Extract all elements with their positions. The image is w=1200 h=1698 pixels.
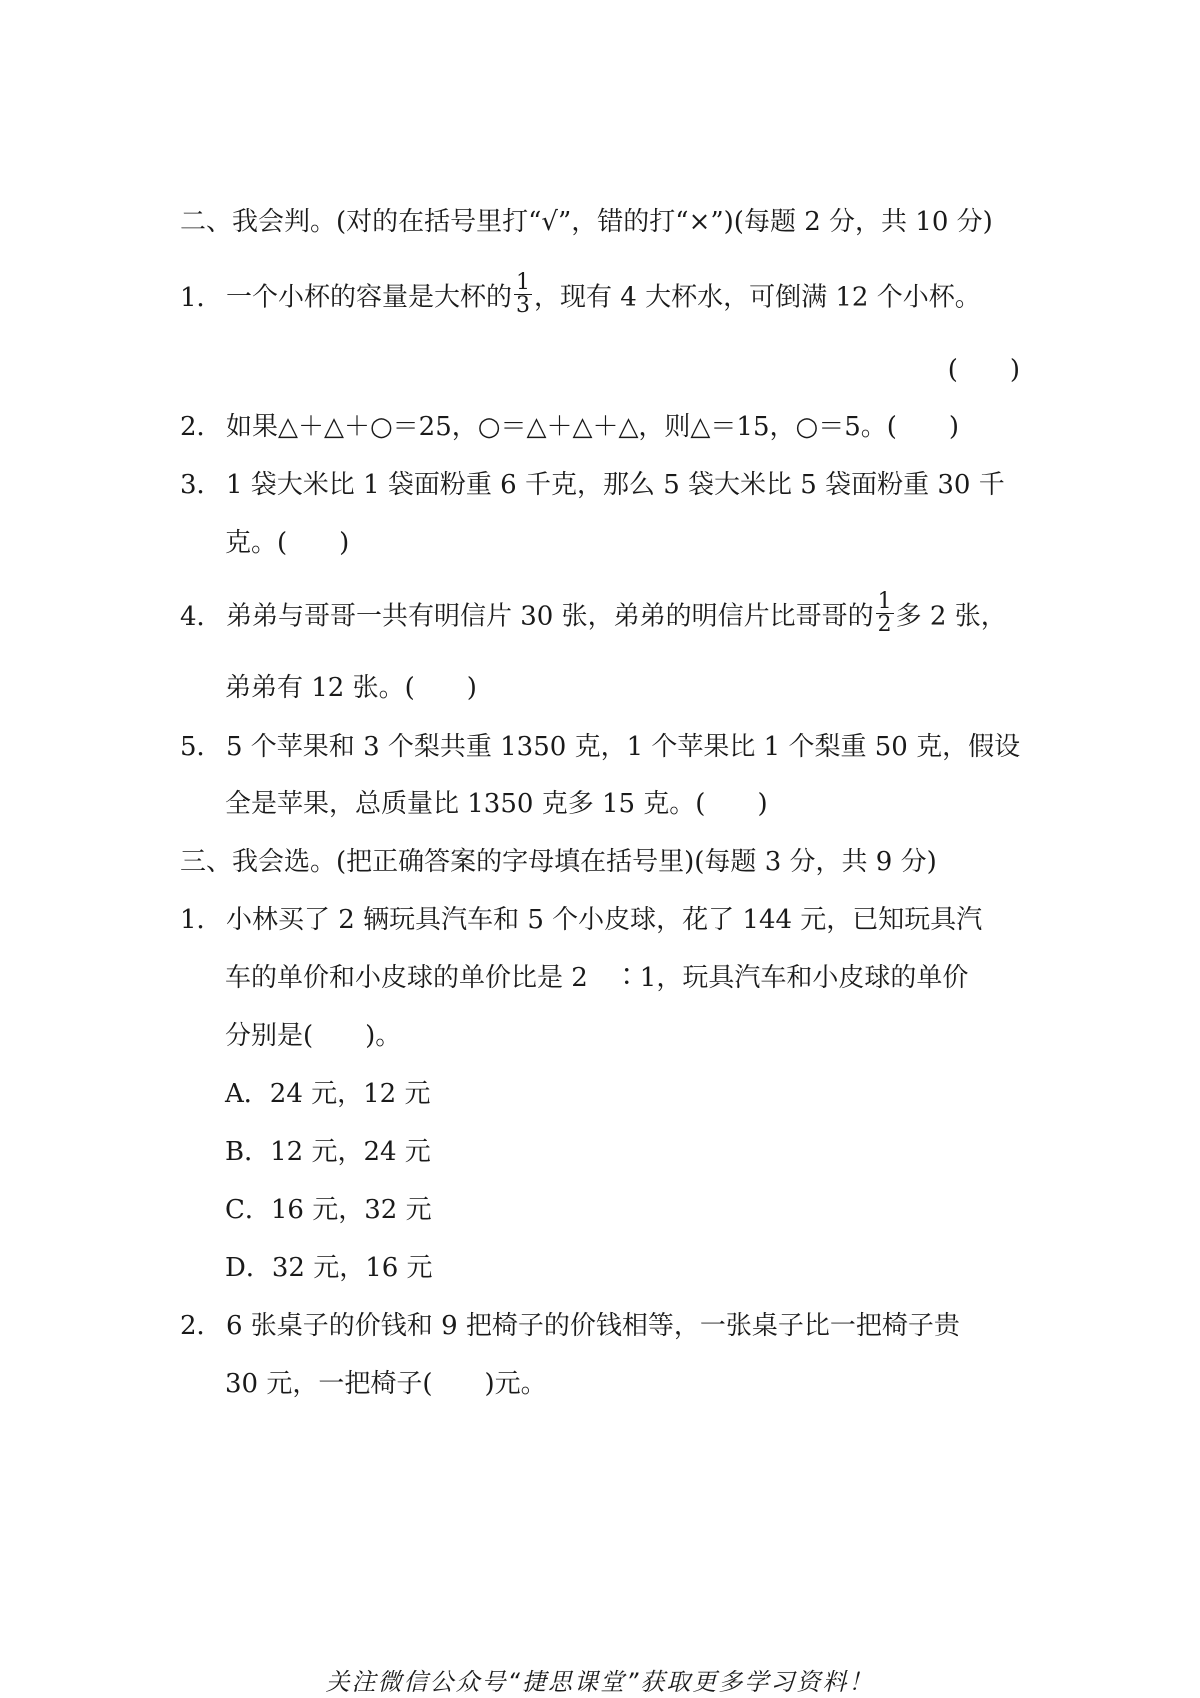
fraction-denominator: 2: [877, 612, 892, 637]
question-number: 1．: [180, 905, 223, 935]
option-c: C．16 元，32 元: [225, 1195, 432, 1225]
question-text: 小林买了 2 辆玩具汽车和 5 个小皮球，花了 144 元，已知玩具汽: [226, 905, 983, 935]
question-text: 一个小杯的容量是大杯的: [226, 282, 513, 313]
question-3-2-continued: 30 元，一把椅子( )元。: [225, 1369, 547, 1399]
section-3-heading: 三、我会选。(把正确答案的字母填在括号里)(每题 3 分，共 9 分): [180, 847, 937, 877]
question-2-3: [180, 465, 1005, 505]
question-text: 如果△＋△＋○＝25，○＝△＋△＋△，则△＝15，○＝5。( ): [226, 412, 960, 442]
question-number: 1．: [180, 282, 223, 313]
question-2-3-continued: 克。( ): [225, 528, 350, 558]
question-number: 2．: [180, 1311, 223, 1341]
question-number: 4．: [180, 601, 223, 632]
fraction-numerator: 1: [877, 589, 892, 614]
fraction-denominator: 3: [516, 293, 531, 318]
question-3-1-line3: 分别是( )。: [225, 1021, 402, 1051]
question-2-1: [180, 270, 981, 321]
question-2-5: [180, 727, 1020, 767]
option-b: B．12 元，24 元: [225, 1137, 431, 1167]
question-2-5-continued: 全是苹果，总质量比 1350 克多 15 克。( ): [225, 789, 768, 819]
section-2-heading: 二、我会判。(对的在括号里打“√”，错的打“×”)(每题 2 分，共 10 分): [180, 207, 993, 237]
question-2-2: [180, 407, 959, 447]
fraction: [514, 272, 532, 317]
question-text: 5 个苹果和 3 个梨共重 1350 克，1 个苹果比 1 个梨重 50 克，假设: [226, 732, 1021, 762]
option-a: A．24 元，12 元: [225, 1079, 431, 1109]
footer-note: 关注微信公众号“捷思课堂”获取更多学习资料！: [325, 1668, 875, 1696]
question-number: 2．: [180, 412, 223, 442]
question-2-4-continued: 弟弟有 12 张。( ): [225, 673, 477, 703]
fraction: [876, 591, 894, 636]
question-text: ，现有 4 大杯水，可倒满 12 个小杯。: [534, 282, 981, 313]
question-text: 多 2 张，: [895, 601, 1007, 632]
fraction-numerator: 1: [516, 270, 531, 295]
question-3-1-line2: 车的单价和小皮球的单价比是 2 ∶1，玩具汽车和小皮球的单价: [225, 963, 969, 993]
question-2-4: [180, 589, 1007, 640]
question-3-2: [180, 1306, 960, 1346]
question-text: 1 袋大米比 1 袋面粉重 6 千克，那么 5 袋大米比 5 袋面粉重 30 千: [226, 470, 1005, 500]
option-d: D．32 元，16 元: [225, 1253, 433, 1283]
question-number: 3．: [180, 470, 223, 500]
question-text: 6 张桌子的价钱和 9 把椅子的价钱相等，一张桌子比一把椅子贵: [226, 1311, 960, 1341]
question-3-1: [180, 900, 982, 940]
answer-parentheses: ( ): [947, 355, 1020, 385]
question-text: 弟弟与哥哥一共有明信片 30 张，弟弟的明信片比哥哥的: [226, 601, 874, 632]
question-number: 5．: [180, 732, 223, 762]
